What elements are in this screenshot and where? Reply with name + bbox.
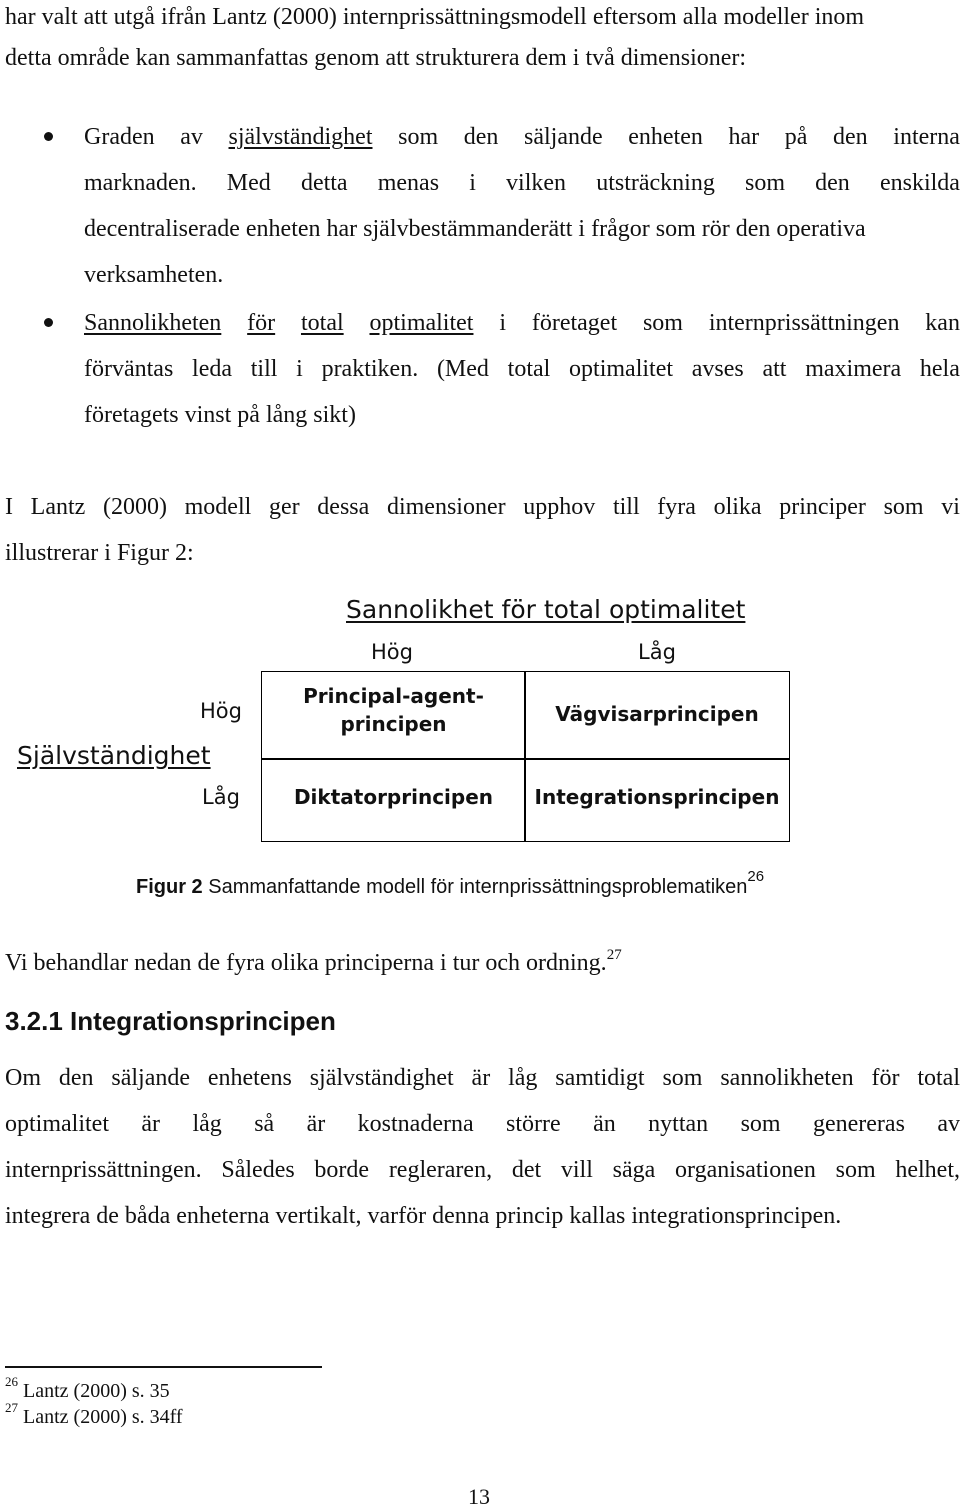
w: Sannolikheten: [84, 310, 222, 336]
bullet-dot-2: [44, 318, 53, 327]
footnote-26: [5, 1374, 170, 1403]
w: som: [744, 170, 785, 196]
w: maximera: [805, 356, 902, 382]
w: I: [5, 494, 13, 520]
w: som: [835, 1157, 876, 1183]
w: för: [871, 1065, 900, 1091]
w: av: [937, 1111, 960, 1137]
cell-diktator-text: Diktatorprincipen: [293, 785, 494, 809]
w: är: [306, 1111, 326, 1137]
w: så: [254, 1111, 275, 1137]
w: fyra: [657, 494, 696, 520]
w: optimalitet: [369, 310, 474, 336]
w: dessa: [317, 494, 370, 520]
bullet1-link-sjalvstandighet: självständighet: [228, 124, 373, 150]
bullet1-word-har: har: [728, 124, 760, 150]
w: modell: [184, 494, 252, 520]
para3: [5, 948, 622, 978]
footnote-27-text: Lantz (2000) s. 34ff: [23, 1406, 183, 1428]
w: i: [499, 310, 506, 336]
w: Lantz: [30, 494, 86, 520]
w: total: [507, 356, 551, 382]
caption-footnote-ref: 26: [747, 868, 765, 885]
w: som: [883, 494, 924, 520]
bullet1-word-den: den: [463, 124, 499, 150]
bullet2-line3: företagets vinst på lång sikt): [84, 402, 356, 428]
w: borde: [314, 1157, 370, 1183]
w: säljande: [111, 1065, 191, 1091]
w: (Med: [436, 356, 489, 382]
w: kostnaderna: [357, 1111, 474, 1137]
w: regleraren,: [388, 1157, 493, 1183]
page-number: 13: [468, 1484, 490, 1509]
w: är: [141, 1111, 161, 1137]
w: enskilda: [879, 170, 960, 196]
caption-text: Sammanfattande modell för internprissättningsproblematiken: [202, 876, 748, 898]
para2-line1: [5, 492, 960, 522]
w: vill: [560, 1157, 593, 1183]
para3-text: Vi behandlar nedan de fyra olika principerna i tur och ordning.: [5, 950, 607, 976]
w: optimalitet: [569, 356, 674, 382]
w: marknaden.: [84, 170, 197, 196]
footnote-rule: [5, 1366, 322, 1368]
bullet1-word-enheten: enheten: [628, 124, 703, 150]
w: sannolikheten: [720, 1065, 854, 1091]
para4-line2: [5, 1109, 960, 1139]
figure-row-high: Hög: [200, 699, 242, 723]
w: till: [612, 494, 640, 520]
cell-vagvisar-text: Vägvisarprincipen: [555, 702, 759, 726]
cell-principal-agent-line2: principen: [340, 712, 447, 736]
bullet1-line4: verksamheten.: [84, 262, 224, 288]
w: som: [662, 1065, 703, 1091]
w: principer: [779, 494, 866, 520]
w: till: [250, 356, 278, 382]
w: än: [593, 1111, 616, 1137]
w: genereras: [812, 1111, 905, 1137]
para3-footnote-ref: 27: [606, 947, 622, 963]
w: praktiken.: [321, 356, 419, 382]
w: upphov: [523, 494, 596, 520]
footnote-26-num: 26: [5, 1374, 18, 1389]
bullet1-word-den2: den: [833, 124, 868, 150]
para1-line1-text: [5, 2, 960, 32]
w: Med: [226, 170, 271, 196]
w: större: [506, 1111, 561, 1137]
para1-line1-span: har valt att utgå ifrån Lantz (2000) internprissättningsmodell eftersom alla modeller inom: [5, 4, 865, 30]
bullet1-word-interna: interna: [893, 124, 960, 150]
para4-line4: integrera de båda enheterna vertikalt, varför denna princip kallas integrationsprincipen.: [5, 1203, 842, 1229]
w: säga: [612, 1157, 656, 1183]
w: självständighet: [309, 1065, 454, 1091]
figure-side-title: Självständighet: [17, 741, 211, 770]
w: vi: [941, 494, 960, 520]
bullet1-word-saljande: säljande: [524, 124, 603, 150]
cell-principal-agent-line1: Principal-agent-: [303, 684, 484, 708]
figure-2-matrix: [5, 585, 805, 860]
section-heading: 3.2.1 Integrationsprincipen: [5, 1006, 336, 1036]
w: utsträckning: [596, 170, 715, 196]
w: att: [762, 356, 787, 382]
bullet1-line3: decentraliserade enheten har självbestämmanderätt i frågor som rör den operativa: [84, 216, 866, 242]
w: låg: [192, 1111, 222, 1137]
w: internprissättningen: [708, 310, 900, 336]
para2-line2: illustrerar i Figur 2:: [5, 540, 194, 566]
para4-line3: [5, 1155, 960, 1185]
cell-integration-text: Integrationsprincipen: [534, 785, 780, 809]
w: olika: [713, 494, 762, 520]
cell-principal-agent: [261, 671, 526, 760]
figure-top-title: Sannolikhet för total optimalitet: [346, 595, 746, 624]
para1-line2: detta område kan sammanfattas genom att strukturera dem i två dimensioner:: [5, 45, 747, 71]
figure-caption: [136, 868, 765, 899]
bullet1-word-pa: på: [784, 124, 808, 150]
w: samtidigt: [555, 1065, 645, 1091]
figure-col-low: Låg: [638, 640, 676, 664]
w: låg: [508, 1065, 538, 1091]
w: för: [247, 310, 276, 336]
w: Om: [5, 1065, 41, 1091]
w: det: [511, 1157, 542, 1183]
w: enhetens: [207, 1065, 292, 1091]
cell-diktator: [261, 758, 526, 842]
bullet1-line1: [84, 122, 960, 152]
cell-integration: [524, 758, 790, 842]
bullet2-line1: [84, 308, 960, 338]
w: som: [642, 310, 683, 336]
w: optimalitet: [5, 1111, 109, 1137]
footnote-26-text: Lantz (2000) s. 35: [23, 1380, 170, 1402]
w: organisationen: [675, 1157, 816, 1183]
w: helhet,: [895, 1157, 960, 1183]
w: avses: [691, 356, 744, 382]
para1-line1: [5, 2, 960, 32]
bullet1-word-graden: Graden: [84, 124, 155, 150]
cell-vagvisar: [524, 671, 790, 760]
w: detta: [300, 170, 348, 196]
figure-col-high: Hög: [371, 640, 413, 664]
w: i: [296, 356, 303, 382]
w: hela: [919, 356, 960, 382]
figure-row-low: Låg: [202, 785, 240, 809]
footnote-27-num: 27: [5, 1400, 18, 1415]
w: förväntas: [84, 356, 174, 382]
w: ger: [268, 494, 300, 520]
footnote-27: [5, 1400, 183, 1429]
w: Således: [221, 1157, 295, 1183]
para4-line1: [5, 1063, 960, 1093]
w: företaget: [531, 310, 618, 336]
bullet1-line2: [84, 168, 960, 198]
bullet1-word-som: som: [398, 124, 439, 150]
w: den: [815, 170, 850, 196]
w: vilken: [506, 170, 567, 196]
bullet-dot-1: [44, 132, 53, 141]
w: leda: [192, 356, 233, 382]
w: menas: [377, 170, 440, 196]
w: som: [740, 1111, 781, 1137]
w: är: [471, 1065, 491, 1091]
w: den: [58, 1065, 94, 1091]
w: (2000): [102, 494, 167, 520]
w: i: [469, 170, 476, 196]
w: internprissättningen.: [5, 1157, 202, 1183]
cell-principal-agent-text: [262, 682, 525, 738]
w: total: [917, 1065, 960, 1091]
w: kan: [925, 310, 960, 336]
caption-label: Figur 2: [136, 876, 203, 898]
w: dimensioner: [386, 494, 506, 520]
bullet2-line2: [84, 354, 960, 384]
w: total: [300, 310, 344, 336]
bullet1-word-av: av: [180, 124, 203, 150]
w: nyttan: [648, 1111, 709, 1137]
